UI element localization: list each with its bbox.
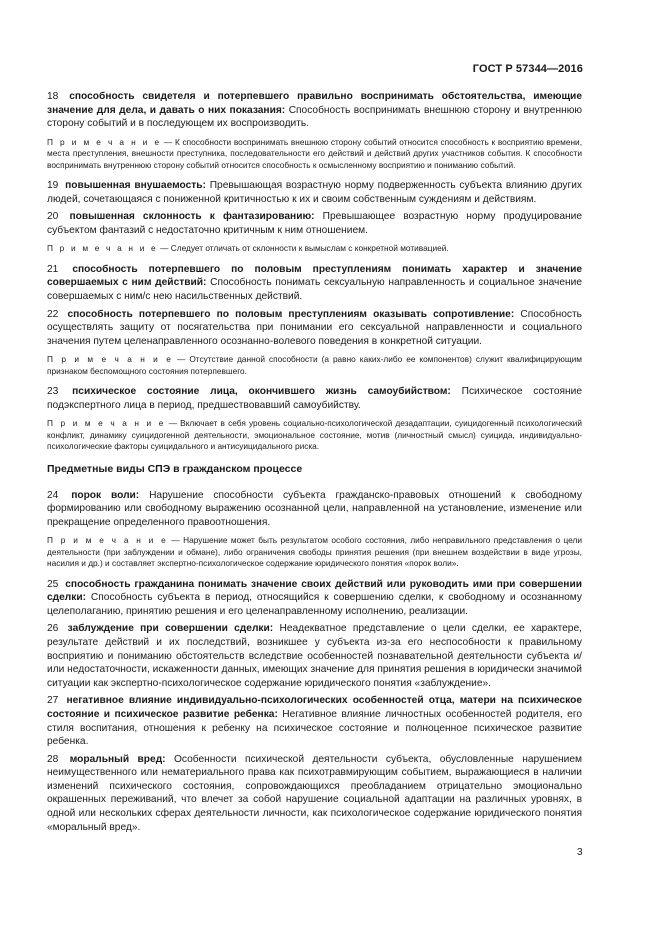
page-number: 3	[577, 847, 583, 858]
term-definition: Способность воспринимать внешнюю сторону и внутреннюю сторону событий и в последующем их воспроизводить.	[47, 104, 582, 130]
term-definition: Негативное влияние личностных особенностей родителя, его стиля воспитания, отношения к ребенку на психическое состояние и полноценное психическое развитие ребенка.	[47, 708, 582, 748]
term-definition: Нарушение способности субъекта гражданско-правовых отношений к свободному формированию или свободному выражению осознанной цели, направленной на установление, изменение или прекращение определенного правоотношения.	[47, 489, 582, 528]
term-entry	[47, 210, 582, 237]
term-entry	[47, 263, 582, 304]
term-name: порок воли:	[71, 489, 140, 501]
term-name: повышенная внушаемость:	[65, 180, 206, 191]
term-number: 26	[47, 623, 59, 635]
note-paragraph	[47, 137, 582, 171]
note-paragraph	[47, 243, 582, 254]
term-name: способность потерпевшего по половым преступлениям оказывать сопротивление:	[67, 308, 515, 320]
term-name: психическое состояние лица, окончившего жизнь самоубийством:	[72, 386, 451, 398]
note-label: П р и м е ч а н и е	[47, 418, 166, 429]
term-definition: Способность осуществлять защиту от посягательства при понимании его сексуальной направленности и социального значения путем целенаправленного осознанно-волевого поведения в конкретной ситуации.	[47, 308, 582, 347]
term-name: заблуждение при совершении сделки:	[67, 623, 274, 635]
term-number: 27	[47, 695, 59, 707]
term-entry	[47, 179, 582, 206]
term-definition: Способность понимать сексуальную направленность и социальное значение совершаемых с ним/с нею насильственных действий.	[47, 277, 582, 302]
term-definition: Особенности психической деятельности субъекта, обусловленные нарушением неимущественного или нематериального права как психотравмирующим событием, выражающиеся в наличии изменений психического состояния, сопровождающихся преобладанием отрицательно эмоционально окрашенных переживаний, что влечет за собой нарушение социальной адаптации на различных уровнях, в одной или нескольких сферах деятельности личности, как психологическое содержание юридического понятия «моральный вред».	[47, 753, 582, 833]
term-number: 21	[47, 263, 59, 275]
term-entry	[47, 622, 582, 690]
note-label: П р и м е ч а н и е	[47, 136, 162, 147]
term-name: способность свидетеля и потерпевшего правильно воспринимать обстоятельства, имеющие значение для дела, и давать о них показания:	[47, 91, 582, 116]
note-paragraph	[47, 535, 582, 569]
term-entry	[47, 753, 582, 835]
term-name: способность потерпевшего по половым преступлениям понимать характер и значение совершаемых с ним действий:	[47, 263, 582, 289]
term-definition: Превышающее возрастную норму продуцирование субъектом фантазий с недостаточно критичным к ним отношением.	[47, 211, 582, 236]
note-text: — Включает в себя уровень социально-психологической дезадаптации, суицидогенный психологический конфликт, динамику суицидогенной деятельности, эмоциональное состояние, мотив (личностный смысл) суицида, индивидуально-психологические факторы суицидального и антисуицидального риска.	[47, 418, 582, 452]
term-name: повышенная склонность к фантазированию:	[69, 211, 315, 223]
term-number: 19	[47, 180, 59, 191]
term-entry	[47, 385, 582, 412]
term-definition: Превышающая возрастную норму подверженность субъекта влиянию других людей, сочетающаяся с пониженной критичностью к их и своим собственным суждениям и действиям.	[47, 180, 582, 205]
term-name: негативное влияние индивидуально-психологических особенностей отца, матери на психическое состояние и психическое развитие ребенка:	[47, 695, 582, 720]
term-number: 20	[47, 211, 59, 223]
document-body	[47, 90, 582, 838]
term-number: 24	[47, 489, 59, 501]
note-label: П р и м е ч а н и е	[47, 243, 158, 254]
term-name: моральный вред:	[69, 753, 166, 765]
note-text: — К способности воспринимать внешнюю сторону событий относится способность к восприятию времени, места преступления, внешности преступника, последовательности его действий и действий других участников события. К способности воспринимать внутреннюю сторону событий относится способность к осмысленному восприятию и пониманию событий.	[47, 136, 582, 170]
term-number: 23	[47, 386, 59, 398]
term-entry	[47, 90, 582, 131]
term-definition: Способность субъекта в период, относящийся к совершению сделки, к свободному и осознанному целеполаганию, принятию решения и его целенаправленному исполнению, реализации.	[47, 592, 582, 617]
standard-number: ГОСТ Р 57344—2016	[472, 63, 583, 75]
term-number: 25	[47, 578, 59, 590]
term-number: 18	[47, 91, 59, 102]
note-text: — Следует отличать от склонности к вымыслам с конкретной мотивацией.	[160, 243, 449, 254]
note-paragraph	[47, 354, 582, 377]
section-heading: Предметные виды СПЭ в гражданском процессе	[47, 462, 303, 475]
note-label: П р и м е ч а н и е	[47, 535, 168, 546]
term-number: 28	[47, 753, 59, 765]
term-definition: Психическое состояние подэкспертного лица в период, предшествовавший самоубийству.	[47, 386, 582, 411]
note-label: П р и м е ч а н и е	[47, 354, 174, 365]
term-number: 22	[47, 308, 59, 320]
note-text: — Отсутствие данной способности (а равно каких-либо ее компонентов) служит квалифицирующим признаком беспомощного состояния потерпевшего.	[47, 354, 582, 376]
term-entry	[47, 578, 582, 619]
term-entry	[47, 308, 582, 349]
term-entry	[47, 489, 582, 530]
term-entry	[47, 694, 582, 748]
term-definition: Неадекватное представление о цели сделки, ее характере, результате действий и их последствий, возникшее у субъекта из-за его неспособности к правильному восприятию и пониманию обстоятельств вследствие особенностей познавательной деятельности субъекта и/или недостаточности, искаженности данных, имеющих значение для принятия решения в юридически значимой ситуации как экспертно-психологическое содержание юридического понятия «заблуждение».	[47, 623, 582, 689]
note-paragraph	[47, 418, 582, 452]
term-name: способность гражданина понимать значение своих действий или руководить ими при совершении сделки:	[47, 578, 582, 604]
note-text: — Нарушение может быть результатом особого состояния, либо неправильного представления о цели деятельности (при заблуждении и обмане), либо ограничения свободы принятия решения (при внешнем воздействии в виде угрозы, насилия и др.) и составляет экспертно-психологическое содержание юридического понятия «порок воли».	[47, 535, 582, 569]
